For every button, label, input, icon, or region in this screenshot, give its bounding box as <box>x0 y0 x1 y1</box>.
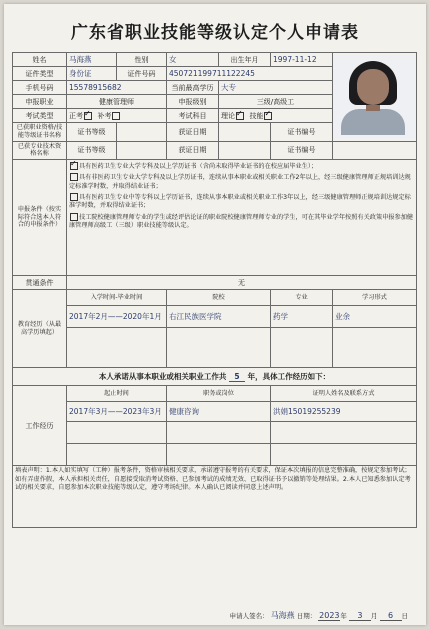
signature-year: 2023 <box>319 611 340 620</box>
subject-label: 考试科目 <box>167 109 219 123</box>
exam-make-label: 补考 <box>97 111 112 120</box>
photo-cell <box>333 53 417 142</box>
condition-3-checkbox[interactable] <box>70 193 78 201</box>
exam-make-checkbox[interactable] <box>112 112 120 120</box>
cert-no-label: 证书编号 <box>271 123 333 142</box>
issue-date-label: 获证日期 <box>167 123 219 142</box>
name-value: 马海燕 <box>67 53 117 67</box>
edu-row-major: 药学 <box>271 306 333 328</box>
edu-value: 大专 <box>219 81 333 95</box>
work-history-label: 工作经历 <box>13 386 67 466</box>
occupation-label: 申报职业 <box>13 95 67 109</box>
work-years-value: 5 <box>229 372 245 382</box>
work-header-reference: 证明人姓名及联系方式 <box>271 386 417 402</box>
work-header-post: 职务或岗位 <box>167 386 271 402</box>
tech-cert-no-label: 证书编号 <box>271 141 333 160</box>
subject-theory-label: 理论 <box>221 111 235 120</box>
level-label: 申报级别 <box>167 95 219 109</box>
condition-4-checkbox[interactable] <box>70 213 78 221</box>
gender-label: 性别 <box>117 53 167 67</box>
condition-4: 技工院校健康管理师专业的学生或经评估论证的职业院校健康管理师专业的学生，可在其毕业学年按照有关政策申报参加健康管理师高级工（三级）职业技能等级认定。 <box>69 213 414 230</box>
edu-history-label: 教育经历（从最高学历填起） <box>13 290 67 368</box>
edu-label: 当前最高学历 <box>167 81 219 95</box>
subject-options <box>219 109 333 123</box>
tenure-value: 无 <box>67 276 417 290</box>
occupation-value: 健康管理师 <box>67 95 167 109</box>
id-no-value: 450721199711122245 <box>167 67 333 81</box>
exam-type-options <box>67 109 167 123</box>
work-row-post: 健康咨询 <box>167 402 271 422</box>
application-form-page <box>4 4 426 625</box>
edu-row-time: 2017年2月——2020年1月 <box>67 306 167 328</box>
conditions-list <box>67 160 417 276</box>
tenure-label: 贯通条件 <box>13 276 67 290</box>
applicant-photo <box>333 55 416 139</box>
level-value: 三级/高级工 <box>219 95 333 109</box>
work-header-time: 起止时间 <box>67 386 167 402</box>
subject-skill-checkbox[interactable] <box>264 112 272 120</box>
tech-level-label: 证书等级 <box>67 141 117 160</box>
edu-header-form: 学习形式 <box>333 290 417 306</box>
condition-2-checkbox[interactable] <box>70 173 78 181</box>
exam-first-label: 正考 <box>69 111 83 120</box>
held-cert-label: 已获职业资格/技能等级证书名称 <box>13 123 67 142</box>
birth-value: 1997-11-12 <box>271 53 333 67</box>
subject-skill-label: 技能 <box>249 111 264 120</box>
conditions-label: 申报条件（按实际符合选本人符合的申报条件） <box>13 160 67 276</box>
edu-row-form: 业余 <box>333 306 417 328</box>
exam-first-checkbox[interactable] <box>84 112 92 120</box>
edu-header-school: 院校 <box>167 290 271 306</box>
subject-theory-checkbox[interactable] <box>236 112 244 120</box>
edu-row-school: 右江民族医学院 <box>167 306 271 328</box>
condition-2: 具有非医药卫生专业大学专科及以上学历证书，连续从事本职业或相关职业工作2年以上，经三级健康管理师正规培训达规定标准学时数，并取得结业证书； <box>69 174 411 190</box>
work-row-time: 2017年3月——2023年3月 <box>67 402 167 422</box>
phone-label: 手机号码 <box>13 81 67 95</box>
edu-header-major: 专业 <box>271 290 333 306</box>
gender-value: 女 <box>167 53 219 67</box>
exam-type-label: 考试类型 <box>13 109 67 123</box>
edu-header-time: 入学时间-毕业时间 <box>67 290 167 306</box>
cert-level-label: 证书等级 <box>67 123 117 142</box>
birth-label: 出生年月 <box>219 53 271 67</box>
phone-value: 15578915682 <box>67 81 167 95</box>
signature-month: 3 <box>349 611 371 621</box>
id-type-label: 证件类型 <box>13 67 67 81</box>
held-tech-label: 已获专业技术资格名称 <box>13 141 67 160</box>
tech-issue-date-label: 获证日期 <box>167 141 219 160</box>
work-row-reference: 洪娟15019255239 <box>271 402 417 422</box>
signature-day: 6 <box>380 611 402 621</box>
id-no-label: 证件号码 <box>117 67 167 81</box>
signature-line: 申请人签名： 马海燕 日期： 2023年 3 月 6 日 <box>229 611 408 620</box>
condition-1: ✓具有医药卫生专业大学专科及以上学历证书（含尚未取得毕业证书的在校应届毕业生）； <box>69 161 414 172</box>
application-form-table <box>12 52 417 528</box>
signature-name: 马海燕 <box>270 611 295 620</box>
form-title: 广东省职业技能等级认定个人申请表 <box>71 23 359 43</box>
id-type-value: 身份证 <box>67 67 117 81</box>
declaration-text: 填表声明：1.本人如实填写（工种）报考条件，资格审核相关要求，承诺遵守报考的有关要求，保证本次填报的信息完整准确，按规定参加考试；如有弄虚作假，本人承担相关责任，自愿接受取消考试资格、已参加考试的成绩无效、已取得证书予以撤销等处理结果。2.本人已知悉参加认定考试的相关要求，自愿参加本次职业技能等级认定，遵守考场纪律。本人确认已阅读并同意上述声明。 <box>13 466 417 528</box>
work-commitment-line: 本人承诺从事本职业或相关职业工作共 5 年，具体工作经历如下： <box>13 368 417 386</box>
condition-3: 具有医药卫生专业中等专科以上学历证书，连续从事本职业或相关职业工作3年以上，经三级健康管理师正规培训达规定标准学时数，并取得结业证书； <box>69 194 411 210</box>
name-label: 姓名 <box>13 53 67 67</box>
condition-1-checkbox[interactable] <box>70 162 78 170</box>
